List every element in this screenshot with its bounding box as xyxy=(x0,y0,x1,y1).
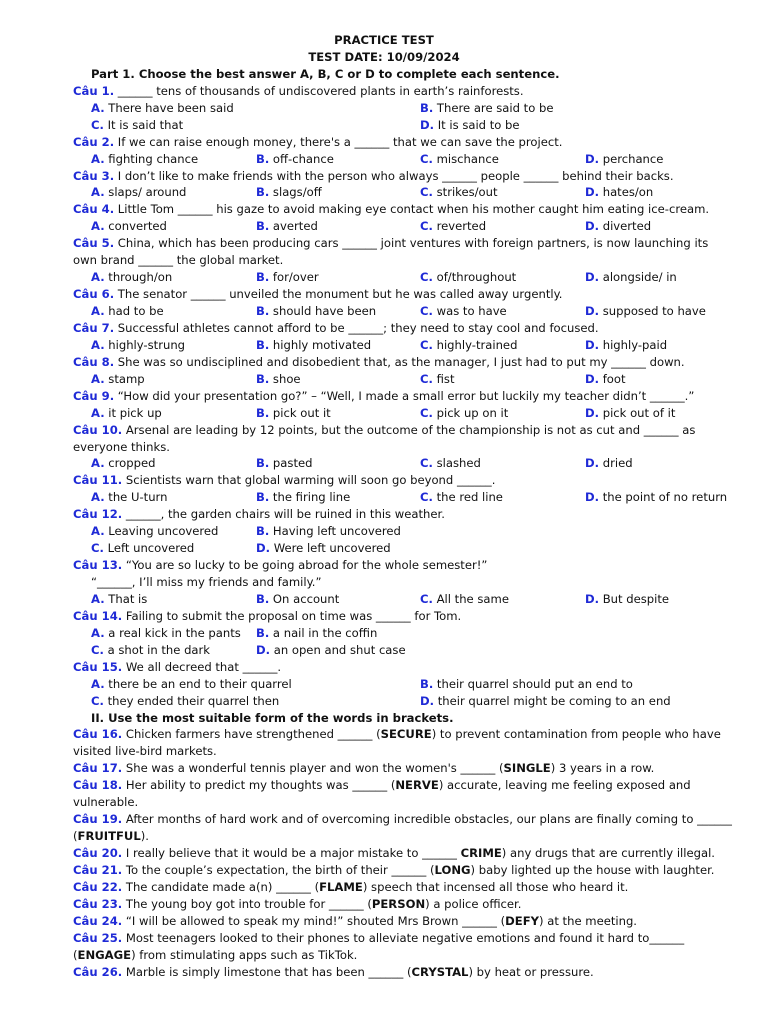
option-a[interactable]: A. slaps/ around xyxy=(91,185,187,200)
keyword: SECURE xyxy=(380,727,432,742)
option-b[interactable]: B. off-chance xyxy=(256,151,334,166)
keyword: CRIME xyxy=(460,846,502,860)
option-c[interactable]: C. of/throughout xyxy=(420,270,517,285)
option-b[interactable]: B. shoe xyxy=(256,371,301,386)
question-5: Câu 5. China, which has been producing cars ______ joint ventures with foreign partners, is now launching its xyxy=(73,236,709,251)
option-c[interactable]: C. reverted xyxy=(420,219,487,234)
keyword: PERSON xyxy=(371,896,426,911)
option-c[interactable]: C. mischance xyxy=(420,151,499,166)
option-c[interactable]: C. pick up on it xyxy=(420,405,509,420)
question-7: Câu 7. Successful athletes cannot afford to be ______; they need to stay cool and focused. xyxy=(73,320,599,335)
option-b[interactable]: B. averted xyxy=(256,219,318,234)
question-13-cont: “______, I’ll miss my friends and family.” xyxy=(91,575,322,589)
keyword: NERVE xyxy=(395,778,439,793)
option-a[interactable]: A. converted xyxy=(91,219,167,234)
question-1: Câu 1. ______ tens of thousands of undiscovered plants in earth’s rainforests. xyxy=(73,83,524,98)
option-d[interactable]: D. hates/on xyxy=(585,185,654,200)
option-b[interactable]: B. pick out it xyxy=(256,405,331,420)
keyword: CRYSTAL xyxy=(411,964,469,979)
question-17: Câu 17. She was a wonderful tennis player and won the women's ______ (SINGLE) 3 years in a row. xyxy=(73,761,655,776)
options-q7 xyxy=(0,337,768,354)
question-8: Câu 8. She was so undisciplined and disobedient that, as the manager, I just had to put my ______ down. xyxy=(73,354,685,369)
test-date: TEST DATE: 10/09/2024 xyxy=(308,49,460,64)
question-3: Câu 3. I don’t like to make friends with the person who always ______ people ______ behind their backs. xyxy=(73,168,674,183)
keyword: SINGLE xyxy=(503,761,551,776)
question-18: Câu 18. Her ability to predict my thoughts was ______ (NERVE) accurate, leaving me feeling exposed and xyxy=(73,778,691,793)
option-a[interactable]: A. cropped xyxy=(91,456,156,471)
options-q15-row2 xyxy=(0,693,768,710)
option-a[interactable]: A. highly-strung xyxy=(91,337,186,352)
option-c[interactable]: C. was to have xyxy=(420,304,507,318)
question-23: Câu 23. The young boy got into trouble for ______ (PERSON) a police officer. xyxy=(73,896,522,911)
options-q9 xyxy=(0,405,768,422)
option-b[interactable]: B. for/over xyxy=(256,270,319,285)
options-q1-row2 xyxy=(0,117,768,134)
option-d[interactable]: D. perchance xyxy=(585,151,664,166)
option-b[interactable]: B. On account xyxy=(256,591,340,606)
option-a[interactable]: A. That is xyxy=(91,591,148,606)
options-q12-row2 xyxy=(0,540,768,557)
option-a[interactable]: A. through/on xyxy=(91,270,173,285)
options-q10 xyxy=(0,455,768,472)
question-10: Câu 10. Arsenal are leading by 12 points, but the outcome of the championship is not as cut and ______ as xyxy=(73,422,696,437)
option-a[interactable]: A. it pick up xyxy=(91,405,162,420)
option-b[interactable]: B. their quarrel should put an end to xyxy=(420,676,633,691)
keyword: FRUITFUL xyxy=(77,829,141,844)
options-q8 xyxy=(0,371,768,388)
question-15: Câu 15. We all decreed that ______. xyxy=(73,659,282,674)
option-d[interactable]: D. supposed to have xyxy=(585,304,706,318)
option-b[interactable]: B. Having left uncovered xyxy=(256,524,401,539)
options-q3 xyxy=(0,184,768,201)
option-c[interactable]: C. slashed xyxy=(420,456,481,471)
options-q12-row1 xyxy=(0,523,768,540)
options-q13 xyxy=(0,591,768,608)
options-q14-row1 xyxy=(0,625,768,642)
option-d[interactable]: D. pick out of it xyxy=(585,405,676,420)
options-q11 xyxy=(0,489,768,506)
question-14: Câu 14. Failing to submit the proposal on time was ______ for Tom. xyxy=(73,608,462,623)
question-25-cont: (ENGAGE) from stimulating apps such as TikTok. xyxy=(73,947,358,962)
question-10-cont: everyone thinks. xyxy=(73,439,170,454)
keyword: LONG xyxy=(434,862,471,877)
option-d[interactable]: D. an open and shut case xyxy=(256,642,406,657)
option-b[interactable]: B. highly motivated xyxy=(256,337,372,352)
option-c[interactable]: C. strikes/out xyxy=(420,185,498,200)
option-d[interactable]: D. Were left uncovered xyxy=(256,541,391,556)
options-q5 xyxy=(0,269,768,286)
test-page xyxy=(0,32,768,981)
page-title: PRACTICE TEST xyxy=(334,33,434,47)
option-a[interactable]: A. the U-turn xyxy=(91,490,168,505)
option-c[interactable]: C. fist xyxy=(420,371,455,386)
keyword: FLAME xyxy=(319,879,363,894)
question-16: Câu 16. Chicken farmers have strengthened ______ (SECURE) to prevent contamination from people who have xyxy=(73,727,721,742)
option-d[interactable]: D. their quarrel might be coming to an end xyxy=(420,693,671,708)
option-d[interactable]: D. the point of no return xyxy=(585,490,728,505)
question-26: Câu 26. Marble is simply limestone that has been ______ (CRYSTAL) by heat or pressure. xyxy=(73,964,594,979)
keyword: DEFY xyxy=(505,913,540,928)
option-c[interactable]: C. they ended their quarrel then xyxy=(91,693,280,708)
option-d[interactable]: D. But despite xyxy=(585,591,670,606)
option-b[interactable]: B. the firing line xyxy=(256,490,351,505)
option-b[interactable]: B. slags/off xyxy=(256,185,322,200)
option-b[interactable]: B. a nail in the coffin xyxy=(256,625,378,640)
option-a[interactable]: A. There have been said xyxy=(91,100,234,115)
question-2: Câu 2. If we can raise enough money, there's a ______ that we can save the project. xyxy=(73,134,563,149)
keyword: ENGAGE xyxy=(77,947,132,962)
option-a[interactable]: A. had to be xyxy=(91,304,164,318)
option-d[interactable]: D. alongside/ in xyxy=(585,270,677,285)
option-c[interactable]: C. All the same xyxy=(420,591,509,606)
question-19-cont: (FRUITFUL). xyxy=(73,829,149,844)
question-18-cont: vulnerable. xyxy=(73,795,139,810)
question-12: Câu 12. ______, the garden chairs will be ruined in this weather. xyxy=(73,507,445,522)
option-d[interactable]: D. foot xyxy=(585,371,626,386)
question-13: Câu 13. “You are so lucky to be going abroad for the whole semester!” xyxy=(73,558,488,573)
question-6: Câu 6. The senator ______ unveiled the monument but he was called away urgently. xyxy=(73,287,563,302)
option-a[interactable]: A. Leaving uncovered xyxy=(91,524,219,539)
option-d[interactable]: D. diverted xyxy=(585,219,652,234)
options-q6 xyxy=(0,303,768,320)
question-5-cont: own brand ______ the global market. xyxy=(73,253,284,268)
option-d[interactable]: D. dried xyxy=(585,456,633,471)
question-9: Câu 9. “How did your presentation go?” – “Well, I made a small error but luckily my teacher didn’t ______.” xyxy=(73,388,695,403)
question-16-cont: visited live-bird markets. xyxy=(73,744,217,759)
option-b[interactable]: B. should have been xyxy=(256,304,377,318)
options-q4 xyxy=(0,218,768,235)
question-21: Câu 21. To the couple’s expectation, the birth of their ______ (LONG) baby lighted up the house with laughter. xyxy=(73,862,715,877)
option-c[interactable]: C. Left uncovered xyxy=(91,541,195,556)
option-a[interactable]: A. stamp xyxy=(91,371,145,386)
question-22: Câu 22. The candidate made a(n) ______ (FLAME) speech that incensed all those who heard it. xyxy=(73,879,629,894)
question-25: Câu 25. Most teenagers looked to their phones to alleviate negative emotions and found it hard to______ xyxy=(73,930,685,945)
option-c[interactable]: C. It is said that xyxy=(91,117,184,132)
part2-heading: II. Use the most suitable form of the words in brackets. xyxy=(91,710,454,725)
options-q14-row2 xyxy=(0,642,768,659)
question-20: Câu 20. I really believe that it would be a major mistake to ______ CRIME) any drugs that are currently illegal. xyxy=(73,846,715,860)
part1-heading: Part 1. Choose the best answer A, B, C or D to complete each sentence. xyxy=(91,66,560,81)
option-c[interactable]: C. a shot in the dark xyxy=(91,642,211,657)
option-b[interactable]: B. There are said to be xyxy=(420,100,554,115)
option-a[interactable]: A. a real kick in the pants xyxy=(91,625,241,640)
options-q15-row1 xyxy=(0,676,768,693)
option-d[interactable]: D. highly-paid xyxy=(585,337,668,352)
option-a[interactable]: A. there be an end to their quarrel xyxy=(91,676,292,691)
option-d[interactable]: D. It is said to be xyxy=(420,117,520,132)
question-19: Câu 19. After months of hard work and of overcoming incredible obstacles, our plans are finally coming to ______ xyxy=(73,812,732,827)
options-q1-row1 xyxy=(0,100,768,117)
question-4: Câu 4. Little Tom ______ his gaze to avoid making eye contact when his mother caught him eating ice-cream. xyxy=(73,202,710,217)
options-q2 xyxy=(0,151,768,168)
option-b[interactable]: B. pasted xyxy=(256,456,313,471)
question-24: Câu 24. “I will be allowed to speak my mind!” shouted Mrs Brown ______ (DEFY) at the meeting. xyxy=(73,913,637,928)
option-c[interactable]: C. the red line xyxy=(420,490,503,505)
question-11: Câu 11. Scientists warn that global warming will soon go beyond ______. xyxy=(73,473,496,488)
option-a[interactable]: A. fighting chance xyxy=(91,151,199,166)
option-c[interactable]: C. highly-trained xyxy=(420,337,518,352)
